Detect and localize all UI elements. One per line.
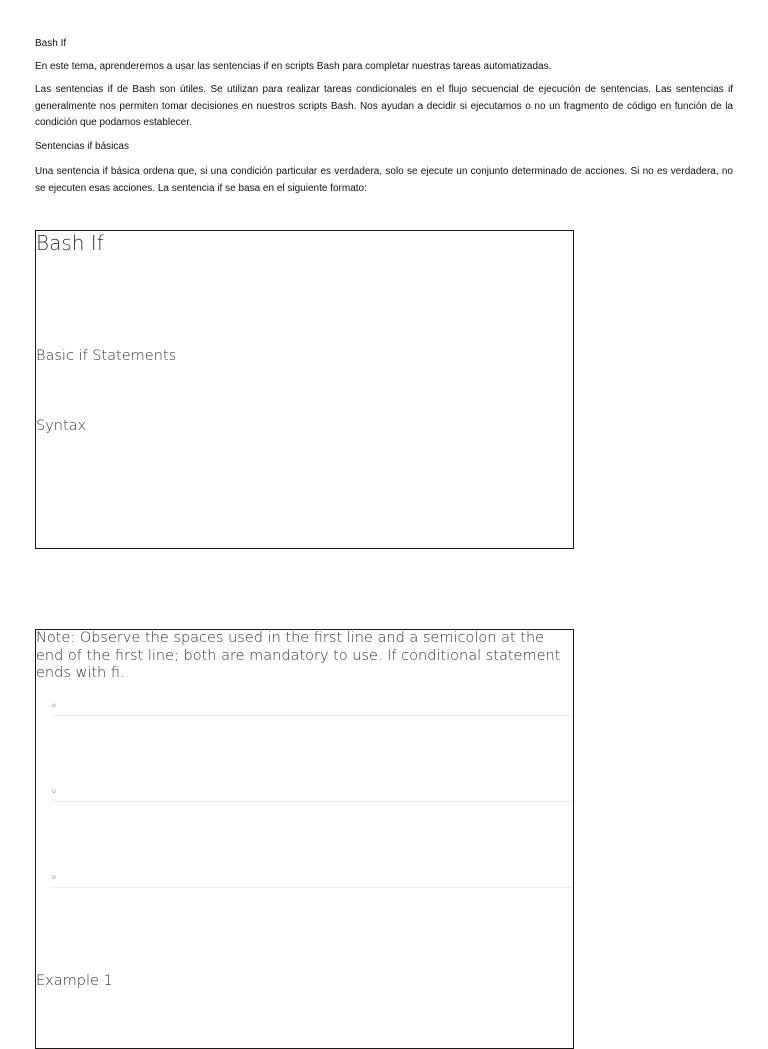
list-item (51, 787, 573, 802)
embedded-slide-bash-if (35, 230, 574, 549)
bullet-icon: ◦ (51, 787, 57, 798)
intro-paragraph-3: Una sentencia if básica ordena que, si una condición particular es verdadera, solo se ejecute un conjunto determinado de acciones. Si no es verdadera, no se ejecuten esas acciones. La sentencia if se basa en el siguiente formato: (35, 166, 733, 194)
intro-subheading: Sentencias if básicas (35, 141, 129, 152)
bullet-icon: ◦ (51, 701, 57, 712)
example-label: Example 1 (36, 973, 113, 989)
note-text: Note: Observe the spaces used in the first line and a semicolon at the end of the first line; both are mandatory to use. If conditional statement ends with fi. (36, 630, 561, 681)
list-item (51, 701, 573, 716)
list-item (51, 873, 573, 888)
slide-syntax-label: Syntax (36, 418, 87, 434)
bullet-icon: ◦ (51, 873, 57, 884)
intro-heading: Bash If (35, 38, 67, 49)
intro-paragraph-2: Las sentencias if de Bash son útiles. Se utilizan para realizar tareas condicionales en el flujo secuencial de ejecución de sentencias. Las sentencias if generalmente nos permiten tomar decisiones en nuestros scripts Bash. Nos ayudan a decidir si ejecutamos o no un fragmento de código en función de la condición que podamos establecer. (35, 84, 733, 128)
intro-paragraph-1: En este tema, aprenderemos a usar las sentencias if en scripts Bash para completar nuestras tareas automatizadas. (35, 61, 552, 72)
embedded-slide-note (35, 629, 574, 1049)
slide-title: Bash If (36, 231, 104, 255)
slide-subtitle: Basic if Statements (36, 348, 177, 364)
